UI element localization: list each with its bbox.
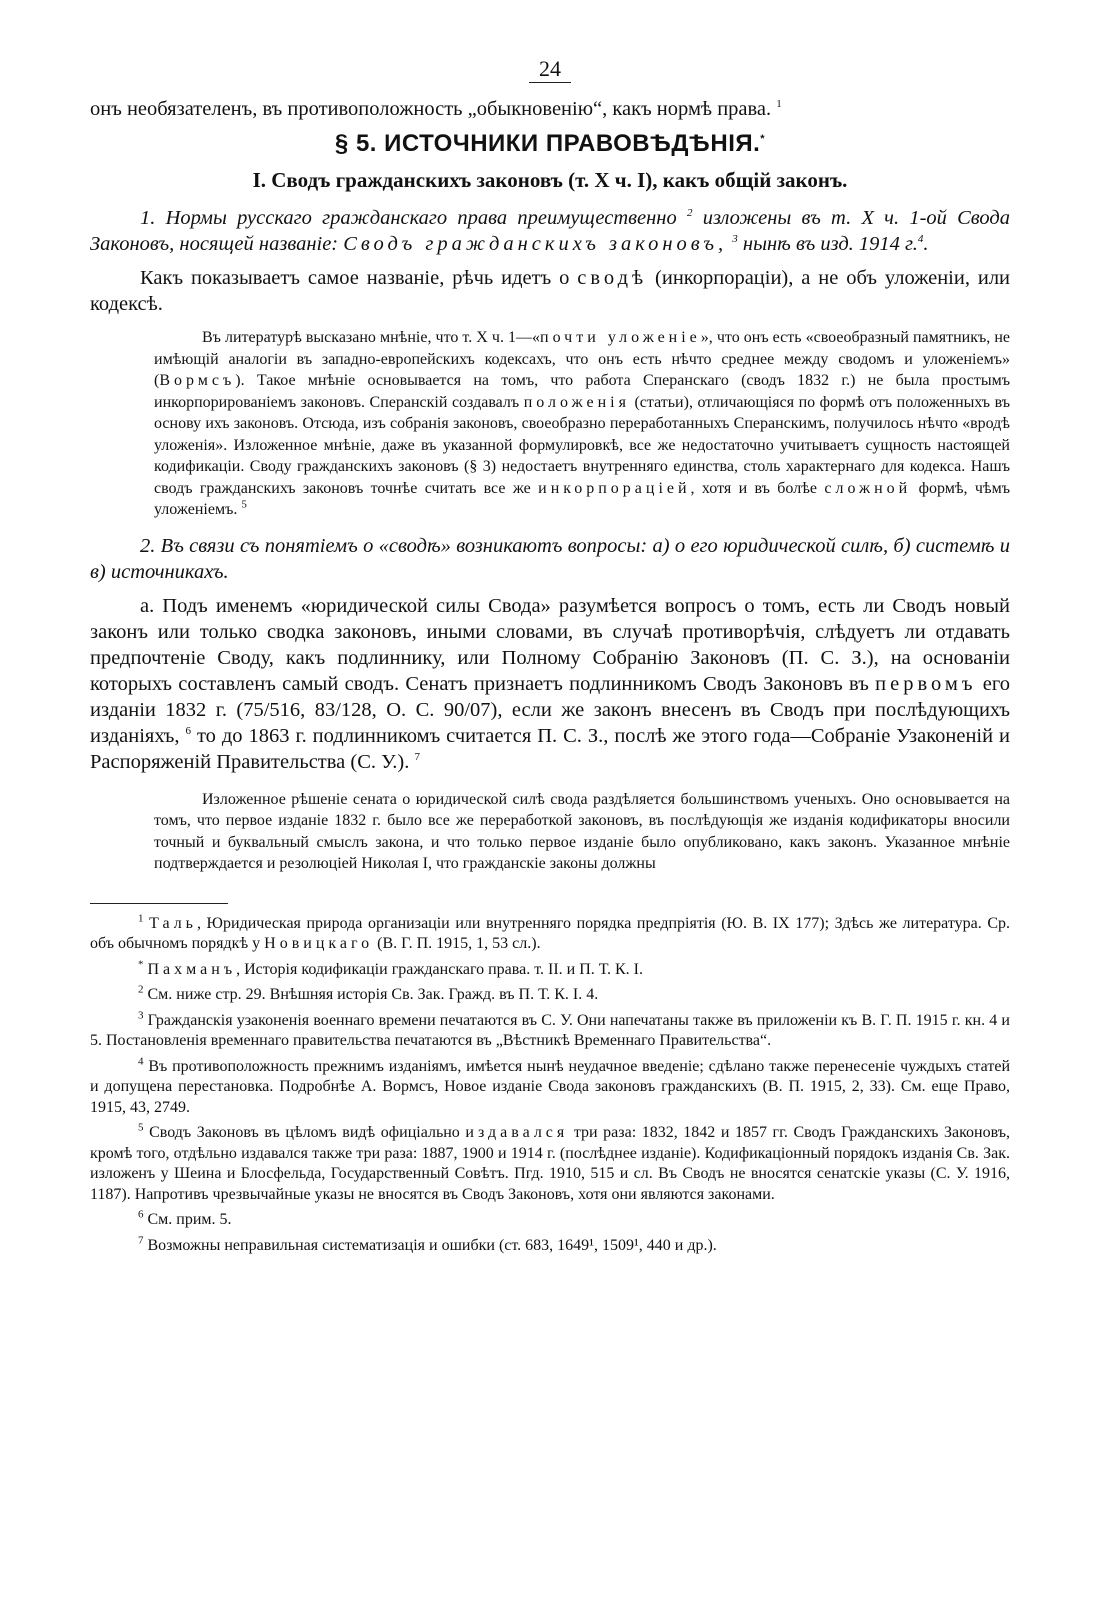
paragraph-3: 2. Въ связи съ понятіемъ о «сводѣ» возникаютъ вопросы: а) о его юридической силѣ, б) системѣ и в) источникахъ. xyxy=(90,534,1010,583)
footnote: $^4$ Въ противоположность прежнимъ изданіямъ, имѣется нынѣ неудачное введеніе; сдѣлано также перенесеніе чуждыхъ статей и допущена перестановка. Подробнѣе А. Вормсъ, Новое изданіе Свода законовъ гражданскихъ (В. П. 1915, 2, 33). См. еще Право, 1915, 43, 2749. xyxy=(90,1055,1011,1116)
footnote-mark: 3 xyxy=(138,1009,144,1022)
footnote: $^7$ Возможны неправильная систематизація и ошибки (ст. 683, 1649¹, 1509¹, 440 и др.). xyxy=(138,1234,717,1254)
footnote-ref: 1 xyxy=(776,98,782,111)
footnote-ref: 7 xyxy=(414,750,421,763)
footnote-mark: 2 xyxy=(138,983,144,996)
footnotes xyxy=(90,914,1010,1257)
footnote-mark: 6 xyxy=(138,1208,144,1221)
note-block-2: Изложенное рѣшеніе сената о юридической силѣ свода раздѣляется большинствомъ ученыхъ. Оно основывается на томъ, что первое изданіе 1832 г. было все же переработкой законовъ, въ послѣдующія же изданія кодификаторы вносили точный и буквальный смыслъ закона, и что только первое изданіе было опубликовано, какъ законъ. Указанное мнѣніе подтверждается и резолюціей Николая I, что гражданскіе законы должны xyxy=(154,790,1010,872)
subsection-heading: I. Сводъ гражданскихъ законовъ (т. X ч. I), какъ общій законъ. xyxy=(252,168,848,192)
footnote-ref: 2 xyxy=(686,207,693,220)
footnote-ref: 6 xyxy=(185,724,191,737)
section-title: § 5. ИСТОЧНИКИ ПРАВОВѢДѢНІЯ.* xyxy=(334,130,766,157)
footnote-mark: * xyxy=(138,958,144,971)
footnote: $^3$ Гражданскія узаконенія военнаго времени печатаются въ С. У. Они напечатаны также въ приложеніи къ В. Г. П. 1915 г. кн. 4 и 5. Постановленія временнаго правительства печатаются въ „Вѣстникѣ Временнаго Правительства“. xyxy=(90,1009,1010,1049)
footnote-mark: 7 xyxy=(138,1234,144,1247)
document-page xyxy=(90,56,1010,1261)
footnote-mark: 4 xyxy=(138,1055,144,1068)
note-block-1: Въ литературѣ высказано мнѣніе, что т. X ч. 1—«почти уложеніе», что онъ есть «своеобразный памятникъ, не имѣющій аналогіи въ западно-европейскихъ кодексахъ, что онъ есть нѣчто среднее между сводомъ и уложеніемъ» (Вормсъ). Такое мнѣніе основывается на томъ, что работа Сперанскаго (сводъ 1832 г.) не была простымъ инкорпорированіемъ законовъ. Сперанскій создавалъ положенія (статьи), отличающіяся по формѣ отъ положенныхъ въ основу ихъ законовъ. Отсюда, изъ собранія законовъ, своеобразно переработанныхъ Сперанскимъ, получилось нѣчто «вродѣ уложенія». Изложенное мнѣніе, даже въ указанной формулировкѣ, все же недостаточно учитываетъ сущность настоящей кодификаціи. Своду гражданскихъ законовъ (§ 3) недостаетъ внутренняго единства, столь характернаго для кодекса. Нашъ сводъ гражданскихъ законовъ точнѣе считать все же инкорпораціей, хотя и въ болѣе сложной формѣ, чѣмъ уложеніемъ. $^5$ xyxy=(154,329,1011,518)
footnote: $^1$ Таль, Юридическая природа организаціи или внутренняго порядка предпріятія (Ю. В. IX 177); Здѣсь же литература. Ср. объ обычномъ порядкѣ у Новицкаго (В. Г. П. 1915, 1, 53 сл.). xyxy=(90,912,1010,952)
footnote-mark: 1 xyxy=(138,912,144,925)
footnote-ref: 3 xyxy=(732,233,738,246)
page-number: 24 xyxy=(90,56,1010,82)
footnote: $^6$ См. прим. 5. xyxy=(138,1208,232,1228)
footnote-ref: 5 xyxy=(241,498,247,511)
paragraph-1: 1. Нормы русскаго гражданскаго права преимущественно $^2$ изложены въ т. X ч. 1-ой Свода Законовъ, носящей названіе: Сводъ гражданскихъ законовъ, $^3$ нынѣ въ изд. 1914 г.$^4$. xyxy=(90,207,1011,255)
footnote-ref: 4 xyxy=(917,233,924,246)
intro-paragraph: онъ необязателенъ, въ противоположность „обыкновенію“, какъ нормѣ права. $^1$ xyxy=(90,98,782,120)
paragraph-4: а. Подъ именемъ «юридической силы Свода» разумѣется вопросъ о томъ, есть ли Сводъ новый законъ или только сводка законовъ, иными словами, въ случаѣ противорѣчія, слѣдуетъ ли отдавать предпочтеніе Своду, какъ подлиннику, или Полному Собранію Законовъ (П. С. З.), на основаніи которыхъ составленъ самый сводъ. Сенатъ признаетъ подлинникомъ Сводъ Законовъ въ первомъ его изданіи 1832 г. (75/516, 83/128, О. С. 90/07), если же законъ внесенъ въ Сводъ при послѣдующихъ изданіяхъ, $^6$ то до 1863 г. подлинникомъ считается П. С. З., послѣ же этого года—Собраніе Узаконеній и Распоряженій Правительства (С. У.). $^7$ xyxy=(90,594,1011,773)
footnote-mark: 5 xyxy=(138,1121,144,1134)
footnote: * Пахманъ, Исторія кодификаціи гражданскаго права. т. II. и П. Т. К. I. xyxy=(138,958,643,978)
footnote: $^5$ Сводъ Законовъ въ цѣломъ видѣ офиціально издавался три раза: 1832, 1842 и 1857 гг. Сводъ Гражданскихъ Законовъ, кромѣ того, отдѣльно издавался также три раза: 1887, 1900 и 1914 г. (послѣднее изданіе). Кодификаціонный порядокъ изданія Св. Зак. изложенъ у Шеина и Блосфельда, Государственный Совѣтъ. Пгд. 1910, 515 и сл. Въ Сводъ не вносятся сенатскіе указы (С. У. 1916, 1187). Напротивъ чрезвычайные указы не вносятся въ Сводъ Законовъ, хотя они являются законами. xyxy=(90,1121,1011,1203)
footnote-separator xyxy=(90,903,228,904)
footnote: $^2$ См. ниже стр. 29. Внѣшняя исторія Св. Зак. Гражд. въ П. Т. К. I. 4. xyxy=(138,983,599,1003)
paragraph-2: Какъ показываетъ самое названіе, рѣчь идетъ о сводѣ (инкорпораціи), а не объ уложеніи, или кодексѣ. xyxy=(90,267,1011,315)
